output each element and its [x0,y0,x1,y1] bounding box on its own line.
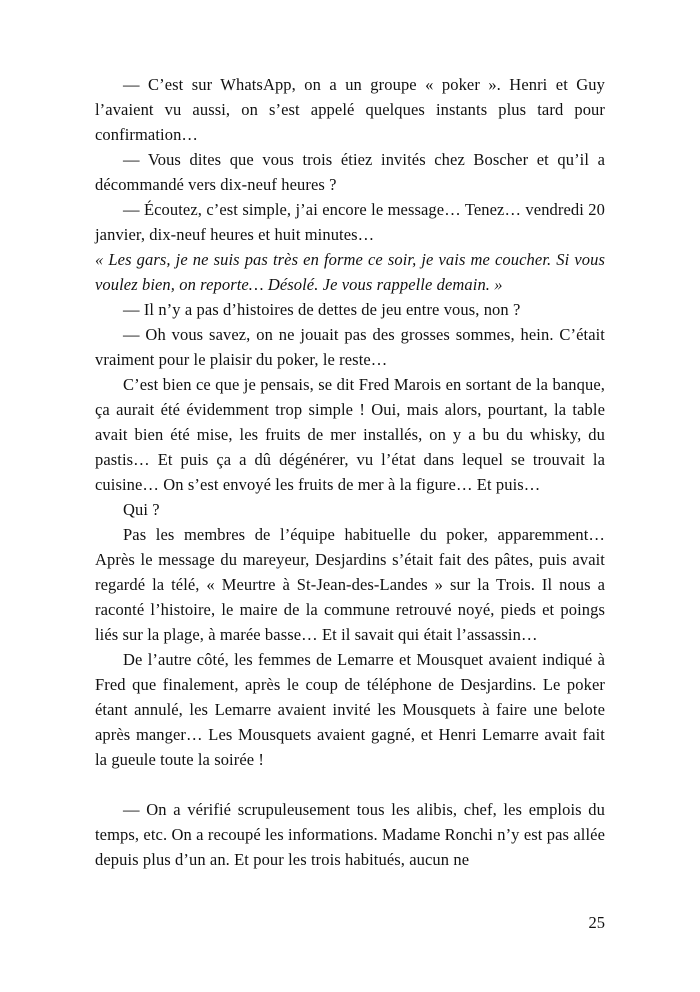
paragraph: — Écoutez, c’est simple, j’ai encore le message… Tenez… vendredi 20 janvier, dix-neuf heures et huit minutes… [95,200,605,244]
paragraph: Pas les membres de l’équipe habituelle du poker, apparemment… Après le message du mareyeur, Desjardins s’était fait des pâtes, puis avait regardé la télé, « Meurtre à St-Jean-des-Landes » sur la Trois. Il nous a raconté l’histoire, le maire de la commune retrouvé noyé, pieds et poings liés sur la plage, à marée basse… Et il savait qui était l’assassin… [95,525,605,644]
paragraph: — Il n’y a pas d’histoires de dettes de jeu entre vous, non ? [123,300,521,319]
paragraph: — Oh vous savez, on ne jouait pas des grosses sommes, hein. C’était vraiment pour le plaisir du poker, le reste… [95,325,605,369]
page-text [95,72,605,872]
paragraph: — C’est sur WhatsApp, on a un groupe « poker ». Henri et Guy l’avaient vu aussi, on s’est appelé quelques instants plus tard pour confirmation… [95,75,605,144]
paragraph-gap [95,772,605,797]
paragraph: — On a vérifié scrupuleusement tous les alibis, chef, les emplois du temps, etc. On a recoupé les informations. Madame Ronchi n’y est pas allée depuis plus d’un an. Et pour les trois habitués, aucun ne [95,800,605,869]
paragraph: C’est bien ce que je pensais, se dit Fred Marois en sortant de la banque, ça aurait été évidemment trop simple ! Oui, mais alors, pourtant, la table avait bien été mise, les fruits de mer installés, on y a bu du whisky, du pastis… Et puis ça a dû dégénérer, vu l’état dans lequel se trouvait la cuisine… On s’est envoyé les fruits de mer à la figure… Et puis… [95,375,605,494]
page-number: 25 [588,913,605,932]
paragraph: Qui ? [123,500,160,519]
paragraph: De l’autre côté, les femmes de Lemarre et Mousquet avaient indiqué à Fred que finalement, après le coup de téléphone de Desjardins. Le poker étant annulé, les Lemarre avaient invité les Mousquets à faire une belote après manger… Les Mousquets avaient gagné, et Henri Lemarre avait fait la gueule toute la soirée ! [95,650,605,769]
paragraph: « Les gars, je ne suis pas très en forme ce soir, je vais me coucher. Si vous voulez bien, on reporte… Désolé. Je vous rappelle demain. » [95,250,605,294]
paragraph: — Vous dites que vous trois étiez invités chez Boscher et qu’il a décommandé vers dix-neuf heures ? [95,150,605,194]
